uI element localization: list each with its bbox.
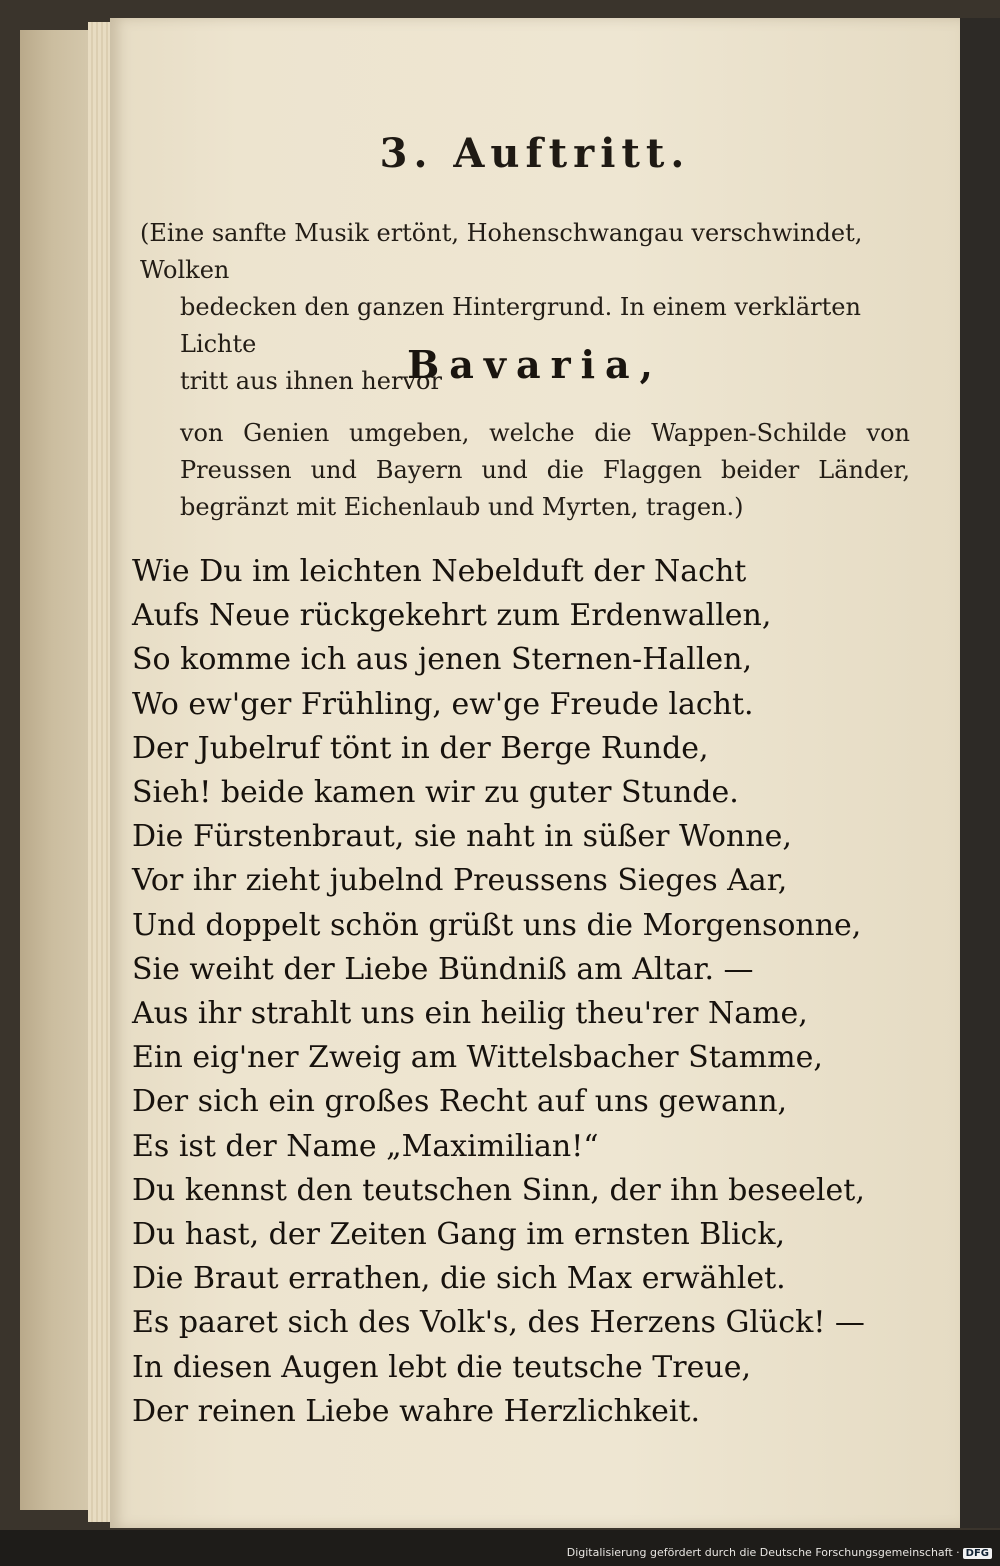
funding-credit [567, 1546, 992, 1559]
verse-line: Es paaret sich des Volk's, des Herzens Glück! — [132, 1305, 865, 1341]
stage-direction-line: tritt aus ihnen hervor [180, 367, 442, 395]
dfg-logo: DFG [963, 1548, 992, 1559]
stage-direction-line: (Eine sanfte Musik ertönt, Hohenschwangau verschwindet, Wolken [140, 219, 863, 284]
verse-line: Die Fürstenbraut, sie naht in süßer Wonne, [132, 819, 792, 855]
scene-heading: 3. Auftritt. [379, 130, 691, 177]
verse-line: Die Braut errathen, die sich Max erwählet. [132, 1261, 786, 1297]
verse-line: Der Jubelruf tönt in der Berge Runde, [132, 730, 709, 766]
verse-line: Aus ihr strahlt uns ein heilig theu'rer Name, [132, 996, 808, 1032]
verse-line: Du kennst den teutschen Sinn, der ihn beseelet, [132, 1172, 865, 1208]
character-name: Bavaria, [407, 342, 663, 387]
verse-line: Der sich ein großes Recht auf uns gewann, [132, 1084, 788, 1120]
funding-credit-text: Digitalisierung gefördert durch die Deutsche Forschungsgemeinschaft · [566, 1546, 960, 1559]
verse-line: So komme ich aus jenen Sternen-Hallen, [132, 642, 753, 678]
right-background [960, 18, 1000, 1528]
verse-line: Ein eig'ner Zweig am Wittelsbacher Stamme, [132, 1040, 823, 1076]
verse-line: Du hast, der Zeiten Gang im ernsten Blick, [132, 1217, 786, 1253]
verse-block [132, 550, 932, 1434]
verse-line: Wie Du im leichten Nebelduft der Nacht [132, 554, 747, 589]
verse-line: Sieh! beide kamen wir zu guter Stunde. [132, 775, 739, 811]
verse-line: Es ist der Name „Maximilian!“ [132, 1128, 599, 1164]
verse-line: Der reinen Liebe wahre Herzlichkeit. [132, 1393, 701, 1429]
verse-line: Und doppelt schön grüßt uns die Morgensonne, [132, 907, 862, 943]
verse-line: Vor ihr zieht jubelnd Preussens Sieges Aar, [132, 863, 788, 899]
verse-line: Wo ew'ger Frühling, ew'ge Freude lacht. [132, 686, 754, 722]
verse-line: Sie weiht der Liebe Bündniß am Altar. — [132, 951, 754, 987]
verse-line: Aufs Neue rückgekehrt zum Erdenwallen, [132, 598, 772, 634]
verse-line: In diesen Augen lebt die teutsche Treue, [132, 1349, 752, 1385]
character-description: von Genien umgeben, welche die Wappen-Schilde von Preussen und Bayern und die Flaggen beider Länder, begränzt mit Eichenlaub und Myrten, tragen.) [180, 419, 910, 521]
stage-direction-line: bedecken den ganzen Hintergrund. In einem verklärten Lichte [180, 293, 861, 358]
